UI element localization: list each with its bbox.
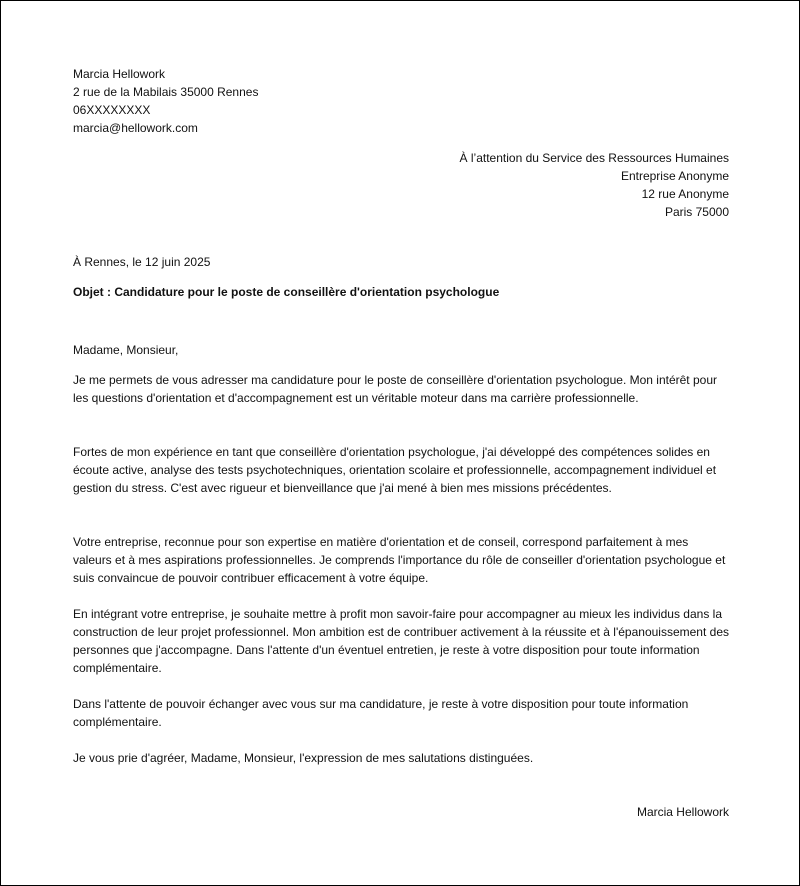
salutation: Madame, Monsieur, — [73, 343, 179, 357]
paragraph-ambition: En intégrant votre entreprise, je souhaite mettre à profit mon savoir-faire pour accompagner au mieux les individus dans la construction de leur projet professionnel. Mon ambition est de contribuer activement à la réussite et à l'épanouissement des personnes que j'accompagne. Dans l'attente d'un éventuel entretien, je reste à votre disposition pour toute information complémentaire. — [73, 607, 729, 675]
paragraph-company: Votre entreprise, reconnue pour son expertise en matière d'orientation et de conseil, correspond parfaitement à mes valeurs et à mes aspirations professionnelles. Je comprends l'importance du rôle de conseiller d'orientation psychologue et suis convaincue de pouvoir contribuer efficacement à votre équipe. — [73, 535, 726, 585]
recipient-attention: À l’attention du Service des Ressources Humaines — [459, 151, 729, 165]
recipient-block — [73, 149, 729, 221]
paragraph-experience: Fortes de mon expérience en tant que conseillère d'orientation psychologue, j'ai développé des compétences solides en écoute active, analyse des tests psychotechniques, orientation scolaire et professionnelle, accompagnement individuel et gestion du stress. C'est avec rigueur et bienveillance que j'ai mené à bien mes missions précédentes. — [73, 445, 717, 495]
recipient-street: 12 rue Anonyme — [641, 187, 729, 201]
paragraph-closing: Je vous prie d'agréer, Madame, Monsieur, l'expression de mes salutations distinguées. — [73, 751, 534, 765]
sender-phone: 06XXXXXXXX — [73, 103, 151, 117]
subject-line: Objet : Candidature pour le poste de conseillère d'orientation psychologue — [73, 285, 500, 299]
sender-block — [73, 65, 729, 137]
sender-name: Marcia Hellowork — [73, 67, 166, 81]
recipient-company: Entreprise Anonyme — [620, 169, 729, 183]
date-line: À Rennes, le 12 juin 2025 — [73, 255, 211, 269]
paragraph-intro: Je me permets de vous adresser ma candidature pour le poste de conseillère d'orientation psychologue. Mon intérêt pour les questions d'orientation et d'accompagnement est un véritable moteur dans ma carrière professionnelle. — [73, 373, 717, 405]
paragraph-availability: Dans l'attente de pouvoir échanger avec vous sur ma candidature, je reste à votre disposition pour toute information complémentaire. — [73, 697, 689, 729]
signature: Marcia Hellowork — [636, 805, 729, 819]
sender-email: marcia@hellowork.com — [73, 121, 198, 135]
sender-address: 2 rue de la Mabilais 35000 Rennes — [73, 85, 259, 99]
recipient-city: Paris 75000 — [664, 205, 729, 219]
